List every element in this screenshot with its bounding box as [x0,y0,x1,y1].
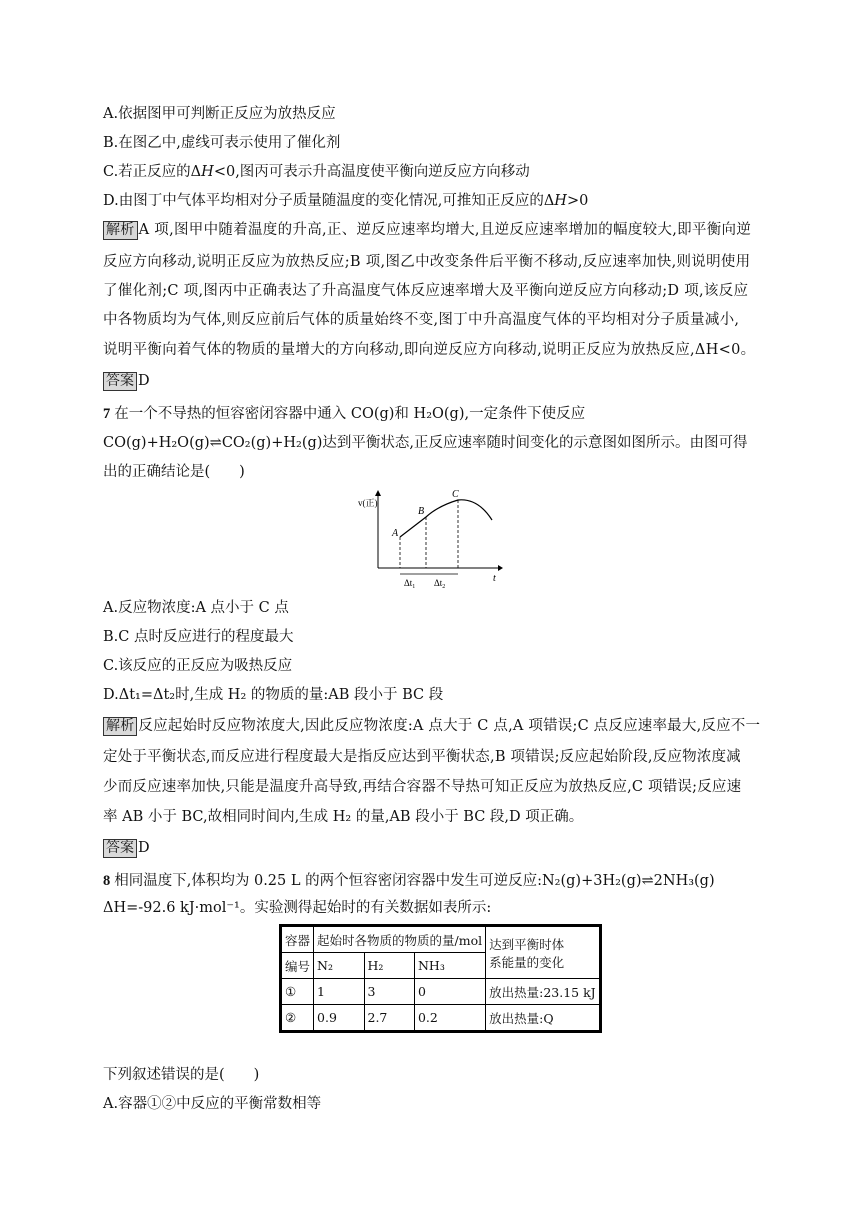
table-header-cell: N₂ [314,953,364,979]
table-cell: 1 [314,979,364,1005]
table-header-cell: H₂ [364,953,414,979]
q6-option-c: C.若正反应的ΔH<0,图丙可表示升高温度使平衡向逆反应方向移动 [103,164,530,180]
q7-analysis-line: 少而反应速率加快,只能是温度升高导致,再结合容器不导热可知正反应为放热反应,C 项错误;反应速 [103,779,742,795]
q8-option-a: A.容器①②中反应的平衡常数相等 [103,1096,322,1112]
point-a-label: A [392,528,399,539]
q7-stem-line: 出的正确结论是( ) [103,464,245,480]
q6-option-d: D.由图丁中气体平均相对分子质量随温度的变化情况,可推知正反应的ΔH>0 [103,193,589,209]
q6-analysis-line: 反应方向移动,说明正反应为放热反应;B 项,图乙中改变条件后平衡不移动,反应速率加快,则说明使用 [103,254,751,270]
q7-analysis-line: 定处于平衡状态,而反应进行程度最大是指反应达到平衡状态,B 项错误;反应起始阶段,反应物浓度减 [103,749,741,765]
table-cell: ① [281,979,314,1005]
q7-option-d: D.Δt₁=Δt₂时,生成 H₂ 的物质的量:AB 段小于 BC 段 [103,687,444,703]
q7-analysis-line: 率 AB 小于 BC,故相同时间内,生成 H₂ 的量,AB 段小于 BC 段,D 项正确。 [103,809,584,825]
table-header-cell: NH₃ [414,953,485,979]
analysis-tag: 解析 [103,221,138,240]
answer-tag: 答案 [103,839,137,858]
q6-answer: 答案 D [103,371,150,391]
rate-time-figure [360,484,510,594]
data-table [279,924,602,1033]
q7-analysis-line: 解析 反应起始时反应物浓度大,因此反应物浓度:A 点大于 C 点,A 项错误;C 点反应速率最大,反应不一 [103,716,760,736]
q6-analysis-line: 解析 A 项,图甲中随着温度的升高,正、逆反应速率均增大,且逆反应速率增加的幅度较大,即平衡向逆 [103,220,751,240]
point-c-label: C [452,489,459,500]
q7-option-c: C.该反应的正反应为吸热反应 [103,658,293,674]
table-cell: 0.9 [314,1005,364,1032]
table-row [281,1005,601,1032]
q8-stem: 下列叙述错误的是( ) [103,1067,260,1083]
table-cell: 0.2 [414,1005,485,1032]
y-axis-arrow [375,490,381,496]
rate-curve [400,500,492,537]
q7-option-a: A.反应物浓度:A 点小于 C 点 [103,600,289,616]
x-axis-label: t [493,573,496,584]
q6-option-a: A.依据图甲可判断正反应为放热反应 [103,106,336,122]
q7-answer: 答案 D [103,838,150,858]
table-cell: 放出热量:23.15 kJ [486,979,601,1005]
dt1-label: $\Delta t_1$ [404,578,416,590]
table-header-cell: 容器 [281,926,314,953]
question-number: 8 [103,873,111,889]
table-header-cell: 达到平衡时体 系能量的变化 [486,926,601,979]
y-axis-label: v(正) [358,498,378,508]
table-header-cell: 起始时各物质的物质的量/mol [314,926,486,953]
q6-option-b: B.在图乙中,虚线可表示使用了催化剂 [103,135,341,151]
q6-analysis-line: 说明平衡向着气体的物质的量增大的方向移动,即向逆反应方向移动,说明正反应为放热反应,ΔH<0。 [103,342,756,358]
q7-stem-line: 7 在一个不导热的恒容密闭容器中通入 CO(g)和 H₂O(g),一定条件下使反应 [103,406,586,422]
x-axis-arrow [498,565,503,571]
dt2-label: $\Delta t_2$ [434,578,446,590]
table-cell: 2.7 [364,1005,414,1032]
table-cell: 3 [364,979,414,1005]
table-cell: 0 [414,979,485,1005]
table-cell: ② [281,1005,314,1032]
q8-stem-line: ΔH=-92.6 kJ·mol⁻¹。实验测得起始时的有关数据如表所示: [103,900,492,916]
q7-stem-line: CO(g)+H₂O(g)⇌CO₂(g)+H₂(g)达到平衡状态,正反应速率随时间变化的示意图如图所示。由图可得 [103,435,748,451]
table-row [281,979,601,1005]
question-number: 7 [103,406,111,422]
point-b-label: B [418,506,425,517]
analysis-tag: 解析 [103,717,137,736]
q6-analysis-line: 中各物质均为气体,则反应前后气体的质量始终不变,图丁中升高温度气体的平均相对分子质量减小, [103,312,740,328]
table-cell: 放出热量:Q [486,1005,601,1032]
table-header-cell: 编号 [281,953,314,979]
q8-stem-line: 8 相同温度下,体积均为 0.25 L 的两个恒容密闭容器中发生可逆反应:N₂(g)+3H₂(g)⇌2NH₃(g) [103,873,715,889]
q6-analysis-line: 了催化剂;C 项,图丙中正确表达了升高温度气体反应速率增大及平衡向逆反应方向移动;D 项,该反应 [103,283,749,299]
answer-tag: 答案 [103,372,137,391]
q7-option-b: B.C 点时反应进行的程度最大 [103,629,294,645]
